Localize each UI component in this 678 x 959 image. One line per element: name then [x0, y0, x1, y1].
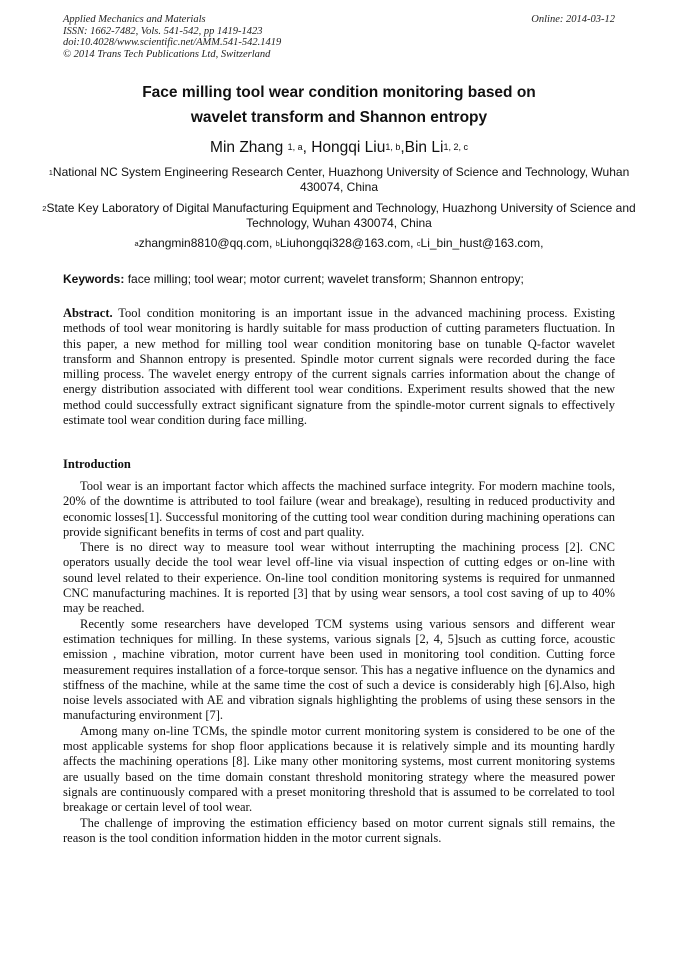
author-affil-marker: 1, 2, c — [443, 142, 468, 152]
abstract — [63, 306, 615, 428]
affiliation-2 — [40, 201, 638, 231]
keywords-label: Keywords: — [63, 272, 125, 286]
affiliation-1 — [40, 165, 638, 195]
author-list — [40, 138, 638, 158]
title-line-1: Face milling tool wear condition monitoring based on — [142, 84, 536, 101]
doi-line[interactable]: doi:10.4028/www.scientific.net/AMM.541-542.1419 — [63, 37, 282, 49]
journal-header — [63, 14, 615, 60]
author-name: , Hongqi Liu — [302, 139, 386, 156]
keywords-text: face milling; tool wear; motor current; wavelet transform; Shannon entropy; — [124, 272, 524, 286]
title-line-2: wavelet transform and Shannon entropy — [190, 109, 488, 126]
email-marker: a — [134, 239, 139, 248]
paragraph: Tool wear is an important factor which affects the machined surface integrity. For modern machine tools, 20% of the downtime is attributed to tool failure (wear and breakage), resulting in reduced productivity and economic losses[1]. Successful monitoring of the cutting tool wear condition during machining operations can provide significant benefits in terms of cost and part quality. — [63, 479, 615, 539]
section-heading-introduction: Introduction — [63, 457, 131, 471]
journal-name: Applied Mechanics and Materials — [63, 14, 206, 25]
abstract-text: Tool condition monitoring is an important issue in the advanced machining process. Existing methods of tool wear monitoring is hardly suitable for mass production of cutting parameters fluctuation. In this paper, a new method for milling tool wear condition monitoring base on tunable Q-factor wavelet transform and Shannon entropy is presented. Spindle motor current signals were recorded during the face milling process. The wavelet energy entropy of the current signals carries information about the change of energy distribution associated with different tool wear conditions. Experiment results showed that the new method could successfully extract significant signature from the spindle-motor current signals to effectively estimate tool wear condition during face milling. — [63, 306, 615, 428]
affiliation-marker: 1 — [48, 168, 53, 177]
author-affil-marker: 1, b — [385, 142, 401, 152]
author-name: ,Bin Li — [400, 139, 444, 156]
author-affil-marker: 1, a — [287, 142, 303, 152]
email-link[interactable]: Liuhongqi328@163.com, — [279, 236, 417, 250]
paragraph: There is no direct way to measure tool wear without interrupting the machining process [2]. CNC operators usually decide the tool wear level off-line via visual inspection of cutting edges or on-line with sound level related to their experience. On-line tool condition monitoring systems is required for unmanned CNC manufacturing machines. It is reported [3] that by using wear sensors, a tool cost saving of up to 40% may be reached. — [63, 540, 615, 616]
affiliation-text: State Key Laboratory of Digital Manufacturing Equipment and Technology, Huazhong University of Science and Technology, Wuhan 430074, China — [46, 201, 636, 230]
paper-title — [40, 80, 638, 130]
affiliation-marker: 2 — [42, 204, 47, 213]
email-marker: c — [416, 239, 421, 248]
abstract-label: Abstract. — [63, 306, 113, 320]
issn-line: ISSN: 1662-7482, Vols. 541-542, pp 1419-1423 — [63, 25, 263, 37]
paragraph: Recently some researchers have developed TCM systems using various sensors and different wear estimation techniques for milling. In these systems, various signals [2, 4, 5]such as cutting force, acoustic emission , machine vibration, motor current have been used in monitoring tool condition. Cutting force measurement requires installation of a force-torque sensor. This has a negative influence on the dynamics and stiffness of the machine, while at the same time the cost of such a device is considerably high [6].Also, high noise levels associated with AE and vibration signals highlighting the problems of using these sensors in the manufacturing environment [7]. — [63, 616, 615, 723]
copyright-line: © 2014 Trans Tech Publications Ltd, Switzerland — [63, 48, 271, 60]
author-emails — [40, 236, 638, 251]
keywords — [63, 272, 615, 287]
paragraph: Among many on-line TCMs, the spindle motor current monitoring system is considered to be one of the most applicable systems for shop floor applications because it is relatively simple and its mounting hardly affects the machining operations [8]. Like many other monitoring systems, most current monitoring systems are usually based on the time domain constant threshold monitoring strategy where the measured power signals are continuously compared with a preset monitoring threshold that is assumed to be correlated to tool breakage or certain level of tool wear. — [63, 723, 615, 815]
email-link[interactable]: Li_bin_hust@163.com, — [420, 236, 544, 250]
online-date: Online: 2014-03-12 — [531, 14, 615, 25]
introduction-body — [63, 479, 615, 846]
paragraph: The challenge of improving the estimation efficiency based on motor current signals still remains, the reason is the tool condition information hidden in the motor current signals. — [63, 815, 615, 845]
email-marker: b — [275, 239, 280, 248]
affiliation-text: National NC System Engineering Research Center, Huazhong University of Science and Technology, Wuhan 430074, China — [52, 165, 630, 194]
author-name: Min Zhang — [210, 139, 288, 156]
email-link[interactable]: zhangmin8810@qq.com, — [138, 236, 276, 250]
